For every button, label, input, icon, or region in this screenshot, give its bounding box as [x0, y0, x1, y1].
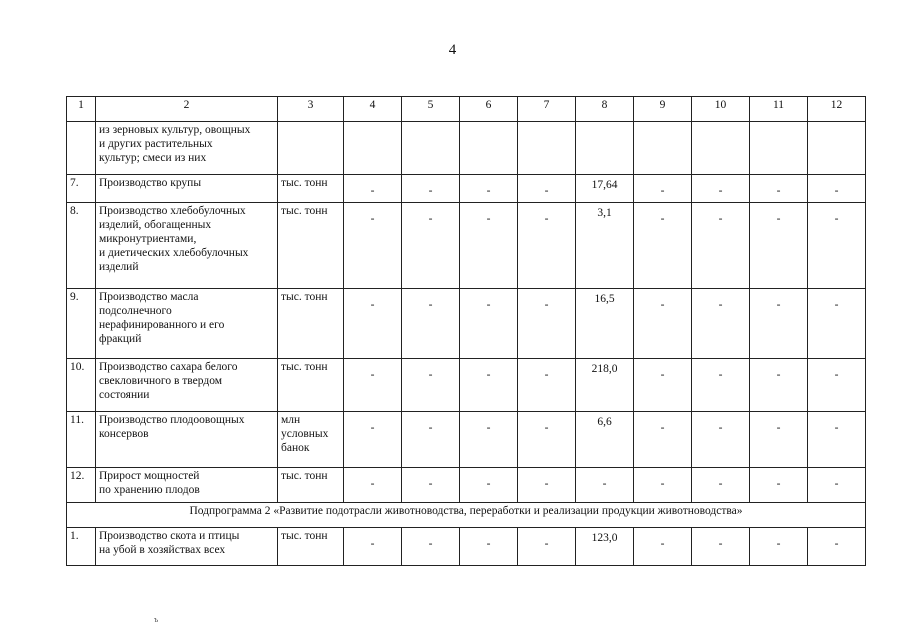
- indicator-name: из зерновых культур, овощных и других растительных культур; смеси из них: [96, 122, 278, 175]
- cell-value: -: [660, 369, 665, 381]
- cell-value: -: [834, 369, 839, 381]
- value-cell: [518, 528, 576, 566]
- value-cell: [750, 412, 808, 468]
- row-number: 9.: [67, 289, 96, 359]
- value-cell: [808, 528, 866, 566]
- value-cell: [344, 175, 402, 203]
- value-cell: [402, 122, 460, 175]
- table-row: [67, 289, 866, 359]
- value-cell: [692, 528, 750, 566]
- cell-value: -: [660, 213, 665, 225]
- cell-value: -: [776, 478, 781, 490]
- cell-value: 16,5: [594, 293, 615, 305]
- value-cell: [518, 203, 576, 289]
- cell-value: -: [718, 299, 723, 311]
- indicator-name: Производство скота и птицы на убой в хозяйствах всех: [96, 528, 278, 566]
- table-row: [67, 122, 866, 175]
- value-cell: [576, 175, 634, 203]
- value-cell: [750, 122, 808, 175]
- value-cell: [634, 203, 692, 289]
- value-cell: [808, 203, 866, 289]
- cell-value: -: [660, 478, 665, 490]
- indicator-name: Производство хлебобулочных изделий, обогащенных микронутриентами, и диетических хлебобулочных изделий: [96, 203, 278, 289]
- value-cell: [402, 203, 460, 289]
- stray-mark: ъ: [154, 615, 159, 624]
- value-cell: [750, 203, 808, 289]
- value-cell: [634, 175, 692, 203]
- header-cell: 10: [692, 97, 750, 122]
- cell-value: -: [370, 422, 375, 434]
- value-cell: [460, 289, 518, 359]
- cell-value: -: [776, 369, 781, 381]
- value-cell: [460, 122, 518, 175]
- value-cell: [750, 359, 808, 412]
- row-number: 1.: [67, 528, 96, 566]
- unit-cell: тыс. тонн: [278, 175, 344, 203]
- cell-value: -: [428, 213, 433, 225]
- value-cell: [576, 359, 634, 412]
- value-cell: [692, 203, 750, 289]
- value-cell: [634, 359, 692, 412]
- cell-value: -: [834, 478, 839, 490]
- cell-value: -: [370, 185, 375, 197]
- cell-value: -: [718, 369, 723, 381]
- value-cell: [576, 203, 634, 289]
- cell-value: -: [718, 478, 723, 490]
- cell-value: -: [834, 422, 839, 434]
- value-cell: [344, 289, 402, 359]
- value-cell: [692, 359, 750, 412]
- value-cell: [808, 468, 866, 503]
- value-cell: [402, 289, 460, 359]
- cell-value: -: [486, 299, 491, 311]
- value-cell: [344, 359, 402, 412]
- unit-cell: тыс. тонн: [278, 203, 344, 289]
- cell-value: -: [834, 185, 839, 197]
- cell-value: 218,0: [591, 363, 618, 375]
- value-cell: [808, 175, 866, 203]
- row-number: 11.: [67, 412, 96, 468]
- value-cell: [460, 412, 518, 468]
- cell-value: -: [370, 299, 375, 311]
- cell-value: -: [718, 538, 723, 550]
- row-number: [67, 122, 96, 175]
- table-row: [67, 412, 866, 468]
- cell-value: -: [660, 185, 665, 197]
- value-cell: [402, 175, 460, 203]
- cell-value: -: [834, 213, 839, 225]
- table-row: [67, 468, 866, 503]
- header-cell: 3: [278, 97, 344, 122]
- value-cell: [692, 122, 750, 175]
- table-row: [67, 175, 866, 203]
- cell-value: 6,6: [597, 416, 612, 428]
- cell-value: -: [428, 185, 433, 197]
- cell-value: -: [544, 185, 549, 197]
- header-cell: 1: [67, 97, 96, 122]
- header-cell: 12: [808, 97, 866, 122]
- indicator-name: Прирост мощностей по хранению плодов: [96, 468, 278, 503]
- indicator-name: Производство крупы: [96, 175, 278, 203]
- value-cell: [634, 289, 692, 359]
- value-cell: [576, 412, 634, 468]
- value-cell: [518, 289, 576, 359]
- row-number: 10.: [67, 359, 96, 412]
- cell-value: -: [544, 538, 549, 550]
- value-cell: [518, 175, 576, 203]
- cell-value: 3,1: [597, 207, 612, 219]
- cell-value: -: [428, 478, 433, 490]
- cell-value: -: [660, 538, 665, 550]
- value-cell: [692, 289, 750, 359]
- table-row: [67, 528, 866, 566]
- value-cell: [634, 122, 692, 175]
- cell-value: 123,0: [591, 532, 618, 544]
- value-cell: [402, 528, 460, 566]
- unit-cell: тыс. тонн: [278, 528, 344, 566]
- cell-value: -: [776, 422, 781, 434]
- cell-value: -: [660, 422, 665, 434]
- row-number: 8.: [67, 203, 96, 289]
- value-cell: [344, 528, 402, 566]
- row-number: 12.: [67, 468, 96, 503]
- header-cell: 7: [518, 97, 576, 122]
- cell-value: -: [370, 213, 375, 225]
- cell-value: -: [544, 369, 549, 381]
- value-cell: [402, 412, 460, 468]
- row-number: 7.: [67, 175, 96, 203]
- cell-value: -: [834, 299, 839, 311]
- value-cell: [808, 122, 866, 175]
- value-cell: [518, 122, 576, 175]
- cell-value: -: [660, 299, 665, 311]
- cell-value: -: [776, 213, 781, 225]
- value-cell: [808, 289, 866, 359]
- header-cell: 4: [344, 97, 402, 122]
- value-cell: [344, 203, 402, 289]
- value-cell: [692, 468, 750, 503]
- cell-value: -: [370, 369, 375, 381]
- cell-value: -: [486, 422, 491, 434]
- subprogram-row: [67, 503, 866, 528]
- indicator-name: Производство сахара белого свекловичного в твердом состоянии: [96, 359, 278, 412]
- indicator-name: Производство плодоовощных консервов: [96, 412, 278, 468]
- cell-value: -: [544, 422, 549, 434]
- value-cell: [576, 468, 634, 503]
- cell-value: -: [370, 538, 375, 550]
- unit-cell: тыс. тонн: [278, 359, 344, 412]
- value-cell: [402, 468, 460, 503]
- cell-value: -: [776, 299, 781, 311]
- value-cell: [344, 122, 402, 175]
- cell-value: -: [370, 478, 375, 490]
- cell-value: -: [428, 299, 433, 311]
- value-cell: [460, 528, 518, 566]
- subprogram-title: Подпрограмма 2 «Развитие подотрасли животноводства, переработки и реализации продукции животноводства»: [67, 503, 866, 528]
- value-cell: [808, 412, 866, 468]
- indicator-name: Производство масла подсолнечного нерафинированного и его фракций: [96, 289, 278, 359]
- value-cell: [750, 468, 808, 503]
- unit-cell: млн условных банок: [278, 412, 344, 468]
- value-cell: [460, 175, 518, 203]
- cell-value: -: [544, 478, 549, 490]
- value-cell: [518, 359, 576, 412]
- unit-cell: тыс. тонн: [278, 289, 344, 359]
- cell-value: -: [428, 422, 433, 434]
- header-cell: 2: [96, 97, 278, 122]
- value-cell: [750, 289, 808, 359]
- value-cell: [576, 528, 634, 566]
- cell-value: -: [486, 369, 491, 381]
- value-cell: [518, 412, 576, 468]
- cell-value: -: [486, 213, 491, 225]
- value-cell: [692, 175, 750, 203]
- value-cell: [576, 289, 634, 359]
- header-cell: 8: [576, 97, 634, 122]
- value-cell: [460, 203, 518, 289]
- cell-value: -: [428, 538, 433, 550]
- value-cell: [634, 412, 692, 468]
- header-cell: 11: [750, 97, 808, 122]
- cell-value: -: [834, 538, 839, 550]
- value-cell: [634, 528, 692, 566]
- cell-value: -: [486, 538, 491, 550]
- cell-value: -: [718, 213, 723, 225]
- value-cell: [460, 468, 518, 503]
- cell-value: -: [486, 478, 491, 490]
- header-cell: 6: [460, 97, 518, 122]
- value-cell: [634, 468, 692, 503]
- header-row: [67, 97, 866, 122]
- cell-value: -: [602, 478, 607, 490]
- value-cell: [576, 122, 634, 175]
- cell-value: -: [544, 213, 549, 225]
- value-cell: [460, 359, 518, 412]
- cell-value: -: [544, 299, 549, 311]
- page-number: 4: [448, 42, 457, 58]
- cell-value: -: [428, 369, 433, 381]
- cell-value: -: [486, 185, 491, 197]
- cell-value: -: [776, 538, 781, 550]
- cell-value: -: [718, 185, 723, 197]
- value-cell: [344, 412, 402, 468]
- table-row: [67, 203, 866, 289]
- value-cell: [402, 359, 460, 412]
- cell-value: -: [776, 185, 781, 197]
- value-cell: [692, 412, 750, 468]
- unit-cell: тыс. тонн: [278, 468, 344, 503]
- cell-value: 17,64: [591, 179, 618, 191]
- value-cell: [750, 528, 808, 566]
- indicators-table: [66, 96, 866, 566]
- value-cell: [344, 468, 402, 503]
- value-cell: [808, 359, 866, 412]
- header-cell: 9: [634, 97, 692, 122]
- header-cell: 5: [402, 97, 460, 122]
- cell-value: -: [718, 422, 723, 434]
- value-cell: [518, 468, 576, 503]
- unit-cell: [278, 122, 344, 175]
- value-cell: [750, 175, 808, 203]
- table-row: [67, 359, 866, 412]
